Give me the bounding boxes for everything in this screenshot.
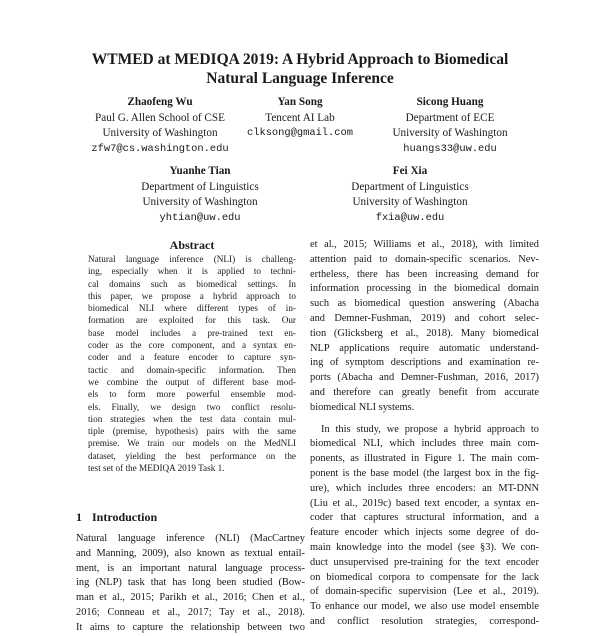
author-block — [310, 164, 510, 226]
abstract-heading: Abstract — [169, 238, 215, 252]
author-email: huangs33@uw.edu — [403, 142, 497, 155]
abstract-line: base model includes a pre-trained text en- — [88, 327, 296, 338]
body-line: feature encoder which injects some degree of do- — [310, 527, 539, 539]
abstract-line: Natural language inference (NLI) is challeng- — [88, 254, 296, 264]
author-affiliation: Paul G. Allen School of CSE — [95, 111, 225, 124]
body-line: ure), which includes three encoders: an MT-DNN — [310, 482, 539, 494]
body-line: and therefore can greatly benefit from accurate — [310, 386, 539, 398]
body-line: et al., 2015; Williams et al., 2018), with limited — [310, 239, 539, 250]
body-line: biomedical NLI, which includes three main com- — [310, 438, 539, 450]
author-affiliation: University of Washington — [142, 196, 258, 208]
body-line: ment, is an important natural language process- — [76, 562, 305, 574]
author-affiliation: Department of Linguistics — [351, 180, 469, 193]
abstract-line: test set of the MEDIQA 2019 Task 1. — [88, 463, 225, 474]
author-name: Yuanhe Tian — [169, 165, 231, 177]
body-line: NLP applications require automatic understand- — [310, 342, 539, 354]
abstract-body — [88, 253, 296, 474]
body-line: and conflict resolution strategies, correspond- — [310, 615, 539, 627]
author-block — [350, 95, 550, 157]
abstract-line: coder as the core component, and a syntax en- — [88, 340, 296, 351]
body-line: To enhance our model, we also use model ensemble — [310, 601, 539, 613]
abstract-line: biomedical NLI where different types of in- — [88, 303, 296, 314]
body-line: ing of symptom descriptions and examination re- — [310, 357, 539, 369]
body-line: and Demner-Fushman, 2019) and cohort selec- — [310, 312, 539, 324]
body-line: 2016; Conneau et al., 2017; Tay et al., 2018). — [76, 606, 305, 618]
title-line: Natural Language Inference — [206, 70, 394, 87]
abstract-line: we combine the output of different base mod- — [88, 376, 296, 387]
abstract-line: tactic and domain-specific information. Then — [88, 364, 296, 375]
abstract-line: ing, especially when it is applied to techni- — [88, 266, 296, 277]
body-line: ports (Abacha and Demner-Fushman, 2016, 2017) — [310, 372, 539, 384]
author-affiliation: University of Washington — [392, 127, 508, 139]
body-line: biomedical NLI systems. — [310, 401, 415, 413]
abstract-line: els to form more powerful ensemble mod- — [88, 389, 296, 400]
body-line: main knowledge into the model (see §3). We con- — [310, 541, 539, 553]
abstract-line: formation are exploited for this task. Our — [88, 315, 296, 326]
abstract-line: els. Finally, we design two conflict resolu- — [88, 401, 296, 412]
author-affiliation: Tencent AI Lab — [265, 111, 335, 124]
author-email: fxia@uw.edu — [375, 211, 445, 224]
abstract-line: this paper, we propose a hybrid approach to — [88, 290, 296, 301]
author-name: Zhaofeng Wu — [127, 96, 193, 108]
author-name: Fei Xia — [392, 165, 428, 177]
body-line: ertheless, there has been increasing demand for — [310, 268, 539, 280]
body-line: man et al., 2015; Parikh et al., 2016; Chen et al., — [76, 592, 305, 604]
body-line: such as biomedical question answering (Abacha — [310, 298, 539, 310]
body-line: of domain-specific supervision (Lee et al., 2019). — [310, 586, 539, 598]
body-line: and Manning, 2009), also known as textual entail- — [76, 547, 305, 559]
author-email: clksong@gmail.com — [246, 127, 353, 139]
body-line: (Liu et al., 2019c) based text encoder, a syntax en- — [310, 497, 539, 509]
body-line: tion (Glicksberg et al., 2018). Many biomedical — [310, 327, 539, 339]
author-name: Yan Song — [277, 96, 323, 108]
author-affiliation: Department of ECE — [405, 111, 495, 124]
abstract-line: premise. We train our models on the MedNLI — [88, 438, 296, 449]
author-email: zfw7@cs.washington.edu — [91, 142, 229, 155]
author-affiliation: Department of Linguistics — [141, 180, 259, 193]
body-line: ponent is the base model (the largest box in the fig- — [310, 467, 539, 479]
author-email: yhtian@uw.edu — [159, 211, 241, 224]
body-line: attention paid to domain-specific scenarios. Nev- — [310, 253, 539, 265]
section-number: 1 — [76, 510, 82, 524]
abstract-line: cal domains such as biomedical settings. In — [88, 278, 296, 289]
abstract-line: dataset, yielding the best performance on the — [88, 450, 296, 461]
body-line: duct unsupervised pre-training for the text encoder — [310, 556, 539, 568]
title-line: WTMED at MEDIQA 2019: A Hybrid Approach to Biomedical — [91, 51, 509, 68]
right-column — [310, 238, 539, 630]
body-line: It aims to capture the relationship between two — [76, 621, 305, 633]
body-line: ing (NLP) task that has long been studied (Bow- — [76, 577, 305, 589]
body-line: In this study, we propose a hybrid approach to — [321, 423, 539, 435]
author-block — [100, 164, 300, 226]
abstract-line: coder and a feature encoder to capture syn- — [88, 352, 296, 363]
abstract-line: tion strategies when the test data contain mul- — [88, 413, 296, 424]
body-line: Natural language inference (NLI) (MacCartney — [76, 533, 305, 544]
introduction-body — [76, 532, 305, 636]
section-title: Introduction — [92, 510, 158, 524]
author-affiliation: University of Washington — [102, 127, 218, 139]
body-line: coder that captures structural information, and a — [310, 512, 539, 524]
abstract-line: tiple (premise, hypothesis) pairs with the same — [88, 426, 296, 437]
body-line: information processing in the biomedical domain — [310, 283, 539, 295]
author-name: Sicong Huang — [416, 96, 484, 108]
body-line: ponents, as illustrated in Figure 1. The main com- — [310, 453, 539, 465]
author-affiliation: University of Washington — [352, 196, 468, 208]
body-line: on biomedical corpora to compensate for the lack — [310, 571, 539, 583]
section-heading-introduction — [76, 510, 157, 525]
paper-title — [0, 50, 600, 88]
